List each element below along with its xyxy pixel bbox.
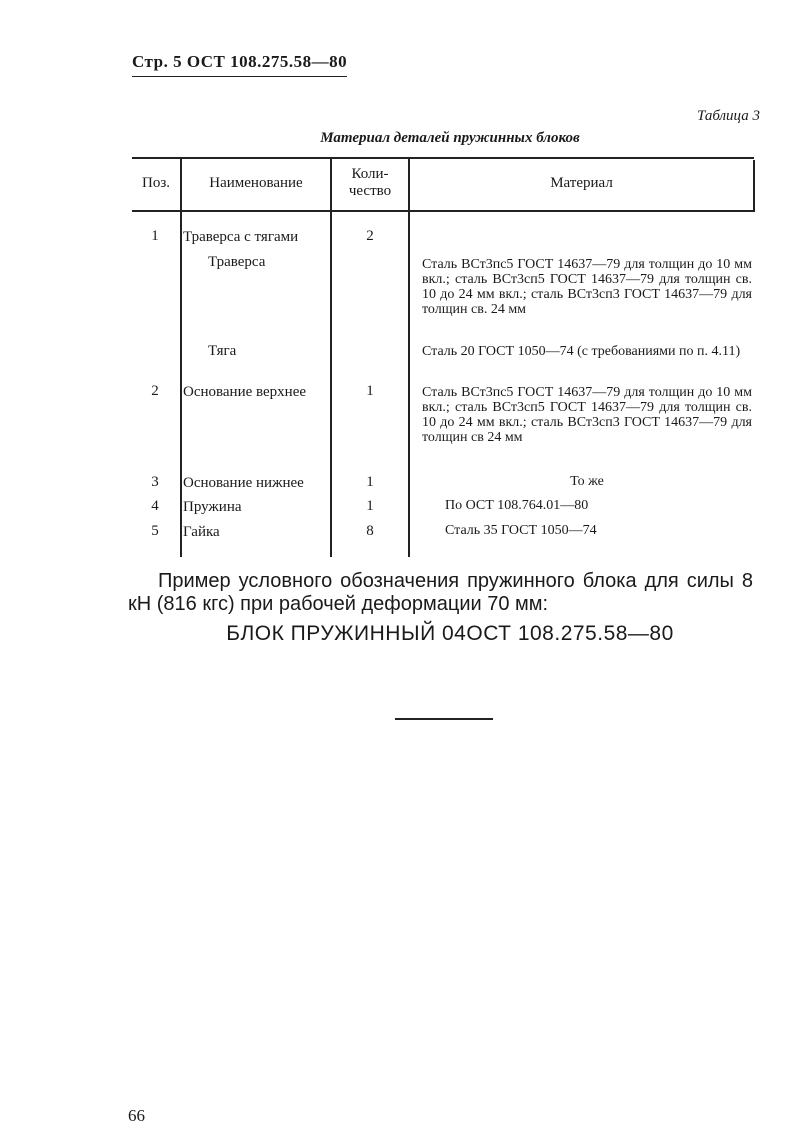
row-pos: 2 — [151, 383, 159, 399]
row-qty: 8 — [366, 523, 374, 539]
col-header-material: Материал — [550, 175, 613, 191]
row-name: Основание верхнее — [183, 384, 307, 400]
table-col-divider-3 — [408, 157, 410, 557]
table-label: Таблица 3 — [697, 108, 760, 124]
row-material: Сталь ВСт3пс5 ГОСТ 14637—79 для толщин до 10 мм вкл.; сталь ВСт3сп5 ГОСТ 14637—79 для толщин св. 10 до 24 мм вкл.; сталь ВСт3сп3 ГОСТ 14637—79 для толщин св 24 мм — [422, 385, 752, 445]
row-name: Гайка — [183, 524, 220, 540]
col-header-name: Наименование — [209, 175, 303, 191]
page-number: 66 — [128, 1106, 145, 1125]
page-header — [132, 52, 347, 72]
row-qty: 1 — [366, 383, 374, 399]
row-material: Сталь 20 ГОСТ 1050—74 (с требованиями по п. 4.11) — [422, 344, 741, 359]
table-right-edge — [753, 160, 755, 212]
row-pos: 5 — [151, 523, 159, 539]
section-divider — [395, 718, 493, 720]
table-col-divider-2 — [330, 157, 332, 557]
row-material: Сталь 35 ГОСТ 1050—74 — [445, 523, 597, 538]
row-pos: 1 — [151, 228, 159, 244]
row-name: Тяга — [208, 343, 237, 359]
header-text: Стр. 5 ОСТ 108.275.58—80 — [132, 52, 348, 71]
row-name: Основание нижнее — [183, 475, 304, 491]
col-header-pos: Поз. — [141, 175, 170, 191]
row-pos: 4 — [151, 498, 159, 514]
row-material: Сталь ВСт3пс5 ГОСТ 14637—79 для толщин до 10 мм вкл.; сталь ВСт3сп5 ГОСТ 14637—79 для толщин св. 10 до 24 мм вкл.; сталь ВСт3сп3 ГОСТ 14637—79 для толщин св. 24 мм — [422, 257, 752, 317]
table-caption: Материал деталей пружинных блоков — [320, 130, 580, 146]
row-name: Траверса — [208, 254, 266, 270]
row-name: Траверса с тягами — [183, 229, 299, 245]
row-material: То же — [570, 474, 604, 489]
table-header-rule — [132, 210, 754, 212]
designation-line: БЛОК ПРУЖИННЫЙ 04ОСТ 108.275.58—80 — [226, 622, 674, 645]
col-header-qty: Коли- чество — [348, 166, 392, 199]
table-col-divider-1 — [180, 157, 182, 557]
row-name: Пружина — [183, 499, 242, 515]
example-paragraph: Пример условного обозначения пружинного блока для силы 8 кН (816 кгс) при рабочей деформации 70 мм: — [128, 570, 753, 615]
row-qty: 2 — [366, 228, 374, 244]
row-pos: 3 — [151, 474, 159, 490]
header-rule — [132, 76, 347, 77]
row-qty: 1 — [366, 498, 374, 514]
table-top-rule — [132, 157, 754, 159]
row-material: По ОСТ 108.764.01—80 — [445, 498, 589, 513]
row-qty: 1 — [366, 474, 374, 490]
